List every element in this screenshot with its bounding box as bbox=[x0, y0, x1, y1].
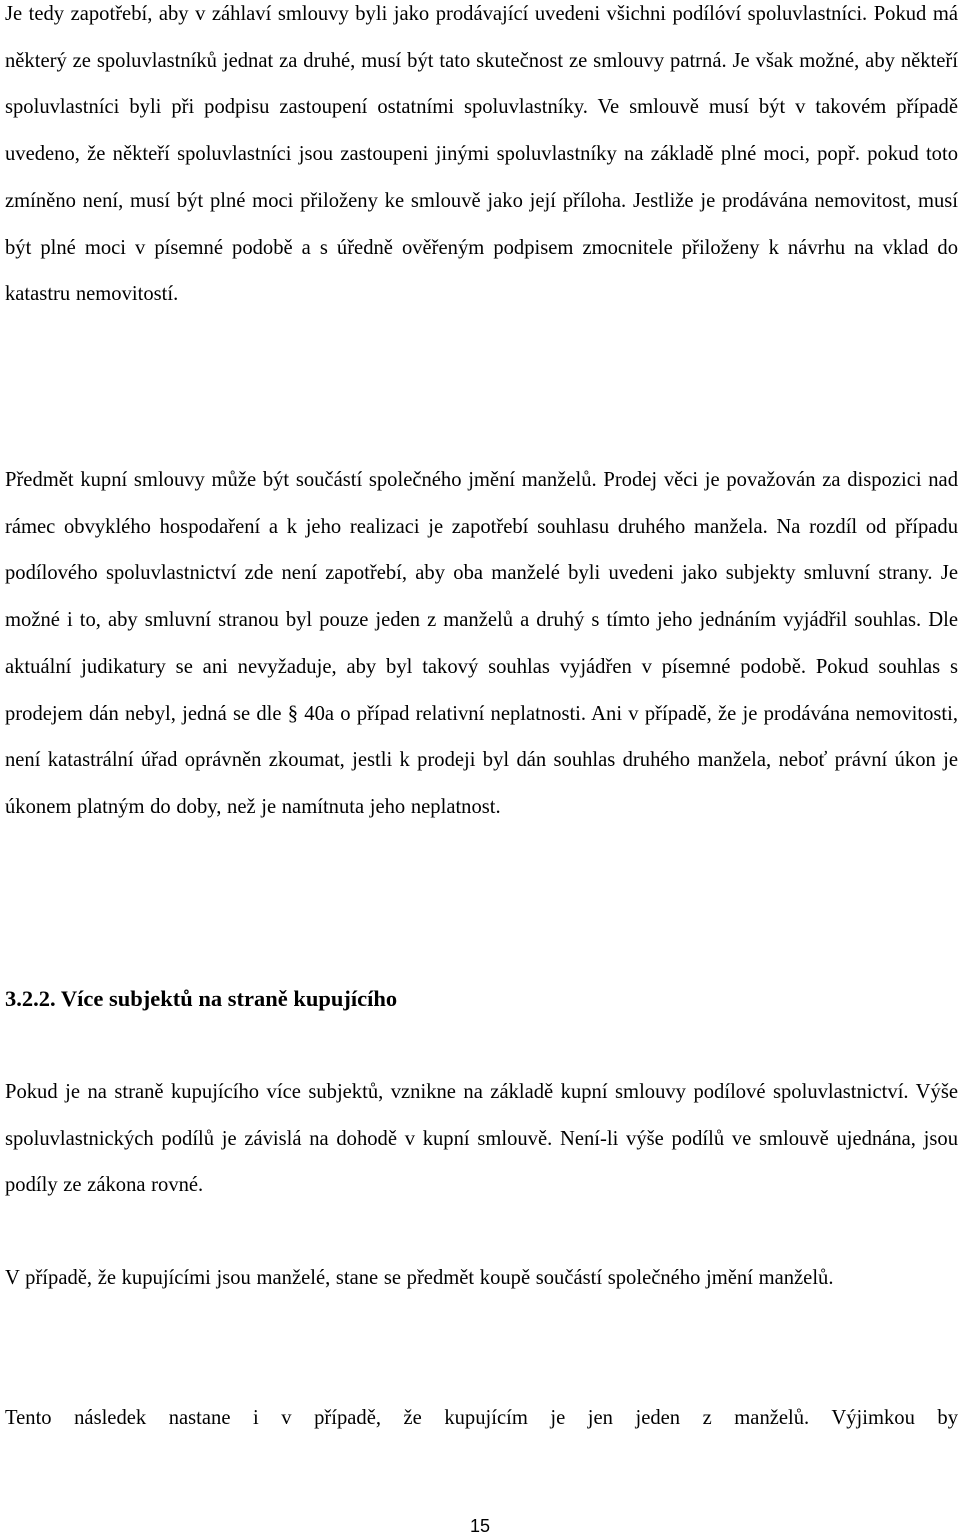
paragraph-single-spouse-buyer: Tento následek nastane i v případě, že kupujícím je jen jeden z manželů. Výjimkou by bbox=[5, 1407, 958, 1429]
page-number: 15 bbox=[469, 1516, 491, 1536]
paragraph-multiple-buyers: Pokud je na straně kupujícího více subjektů, vznikne na základě kupní smlouvy podílové spoluvlastnictví. Výše spoluvlastnických podílů je závislá na dohodě v kupní smlouvě. Není-li výše podílů ve smlouvě ujednána, jsou podíly ze zákona rovné. bbox=[5, 1081, 958, 1197]
paragraph-spouses-buyers: V případě, že kupujícími jsou manželé, stane se předmět koupě součástí společného jmění manželů. bbox=[5, 1267, 834, 1289]
section-heading: 3.2.2. Více subjektů na straně kupujícího bbox=[5, 986, 398, 1011]
paragraph-co-ownership-sellers: Je tedy zapotřebí, aby v záhlaví smlouvy byli jako prodávající uvedeni všichni podílóví spoluvlastníci. Pokud má některý ze spoluvlastníků jednat za druhé, musí být tato skutečnost ze smlouvy patrná. Je však možné, aby někteří spoluvlastníci byli při podpisu zastoupení ostatními spoluvlastníky. Ve smlouvě musí být v takovém případě uvedeno, že někteří spoluvlastníci jsou zastoupeni jinými spoluvlastníky na základě plné moci, popř. pokud toto zmíněno není, musí být plné moci přiloženy ke smlouvě jako její příloha. Jestliže je prodávána nemovitost, musí být plné moci v písemné podobě a s úředně ověřeným podpisem zmocnitele přiloženy k návrhu na vklad do katastru nemovitostí. bbox=[5, 3, 958, 306]
paragraph-marital-property: Předmět kupní smlouvy může být součástí společného jmění manželů. Prodej věci je považován za dispozici nad rámec obvyklého hospodaření a k jeho realizaci je zapotřebí souhlasu druhého manžela. Na rozdíl od případu podílového spoluvlastnictví zde není zapotřebí, aby oba manželé byli uvedeni jako subjekty smluvní strany. Je možné i to, aby smluvní stranou byl pouze jeden z manželů a druhý s tímto jeho jednáním vyjádřil souhlas. Dle aktuální judikatury se ani nevyžaduje, aby byl takový souhlas vyjádřen v písemné podobě. Pokud souhlas s prodejem dán nebyl, jedná se dle § 40a o případ relativní neplatnosti. Ani v případě, že je prodávána nemovitosti, není katastrální úřad oprávněn zkoumat, jestli k prodeji byl dán souhlas druhého manžela, neboť právní úkon je úkonem platným do doby, než je namítnuta jeho neplatnost. bbox=[5, 469, 958, 818]
